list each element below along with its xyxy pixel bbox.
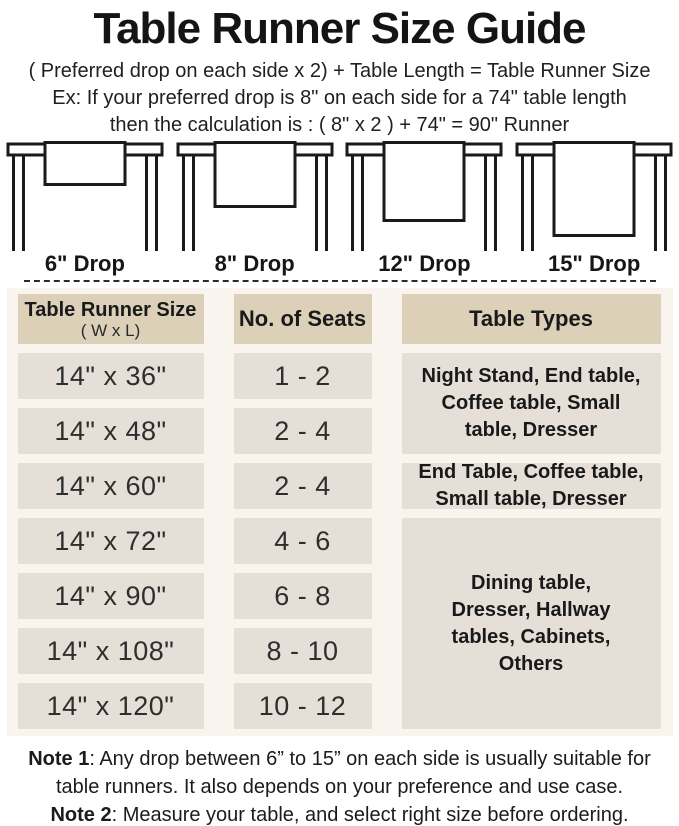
note-2-label: Note 2 <box>50 804 112 826</box>
dashed-divider <box>24 280 656 282</box>
seats-value: 6 - 8 <box>274 580 331 611</box>
table-with-runner-diagram-icon <box>172 141 338 251</box>
table-row-size <box>18 353 204 399</box>
seats-value: 10 - 12 <box>258 690 347 721</box>
size-guide-table <box>7 288 673 736</box>
runner-size-value: 14" x 72" <box>54 525 167 556</box>
drop-label: 12" Drop <box>378 251 471 276</box>
seats-value: 2 - 4 <box>274 470 331 501</box>
drop-label: 6" Drop <box>44 251 125 276</box>
table-types-group-large <box>402 518 661 729</box>
figure-6-inch-drop <box>0 141 170 276</box>
table-row-size <box>18 463 204 509</box>
note-1-text: : Any drop between 6” to 15” on each side is usually suitable for table runners. It also depends on your preference and use case. <box>55 748 651 798</box>
table-types-text: Night Stand, End table, Coffee table, Small table, Dresser <box>421 365 641 441</box>
figure-12-inch-drop <box>340 141 510 276</box>
table-row-seats <box>234 408 372 454</box>
table-row-seats <box>234 683 372 729</box>
table-row-seats <box>234 573 372 619</box>
example-line: Ex: If your preferred drop is 8" on each side for a 74" table length <box>52 87 627 109</box>
table-with-runner-diagram-icon <box>2 141 168 251</box>
note-1-label: Note 1 <box>28 748 90 770</box>
column-header-table-types-label: Table Types <box>469 306 593 331</box>
table-row-seats <box>234 628 372 674</box>
note-2 <box>6 801 674 826</box>
column-header-table-types <box>402 294 661 344</box>
table-row-seats <box>234 518 372 564</box>
runner-size-value: 14" x 120" <box>46 690 175 721</box>
table-with-runner-diagram-icon <box>511 141 677 251</box>
table-row-size <box>18 573 204 619</box>
seats-value: 2 - 4 <box>274 415 331 446</box>
drop-label: 8" Drop <box>214 251 295 276</box>
column-header-runner-size <box>18 294 204 344</box>
seats-value: 1 - 2 <box>274 360 331 391</box>
seats-value: 8 - 10 <box>266 635 339 666</box>
runner-size-value: 14" x 36" <box>54 360 167 391</box>
table-types-group-medium <box>402 463 661 509</box>
runner-size-value: 14" x 108" <box>46 635 175 666</box>
runner-size-value: 14" x 60" <box>54 470 167 501</box>
table-with-runner-diagram-icon <box>341 141 507 251</box>
table-row-seats <box>234 463 372 509</box>
runner-size-value: 14" x 90" <box>54 580 167 611</box>
formula-line: ( Preferred drop on each side x 2) + Table Length = Table Runner Size <box>28 60 651 82</box>
table-row-size <box>18 683 204 729</box>
table-types-text: End Table, Coffee table, Small table, Dresser <box>418 461 644 510</box>
figure-15-inch-drop <box>509 141 679 276</box>
column-header-runner-size-title: Table Runner Size <box>24 298 197 321</box>
note-2-text: : Measure your table, and select right size before ordering. <box>111 804 629 826</box>
column-header-runner-size-subtitle: ( W x L) <box>80 320 141 340</box>
seats-value: 4 - 6 <box>274 525 331 556</box>
table-row-size <box>18 628 204 674</box>
drop-illustrations <box>0 141 679 276</box>
table-types-text: Dining table, Dresser, Hallway tables, Cabinets, Others <box>451 571 611 675</box>
column-header-seats <box>234 294 372 344</box>
drop-label: 15" Drop <box>547 251 641 276</box>
table-row-size <box>18 408 204 454</box>
note-1 <box>6 745 674 801</box>
page-title: Table Runner Size Guide <box>93 4 586 53</box>
notes-section <box>6 745 674 826</box>
figure-8-inch-drop <box>170 141 340 276</box>
column-header-seats-label: No. of Seats <box>238 306 367 331</box>
table-row-seats <box>234 353 372 399</box>
table-types-group-small <box>402 353 661 454</box>
table-row-size <box>18 518 204 564</box>
runner-size-value: 14" x 48" <box>54 415 167 446</box>
example-calculation-line: then the calculation is : ( 8" x 2 ) + 74" = 90" Runner <box>109 114 570 136</box>
